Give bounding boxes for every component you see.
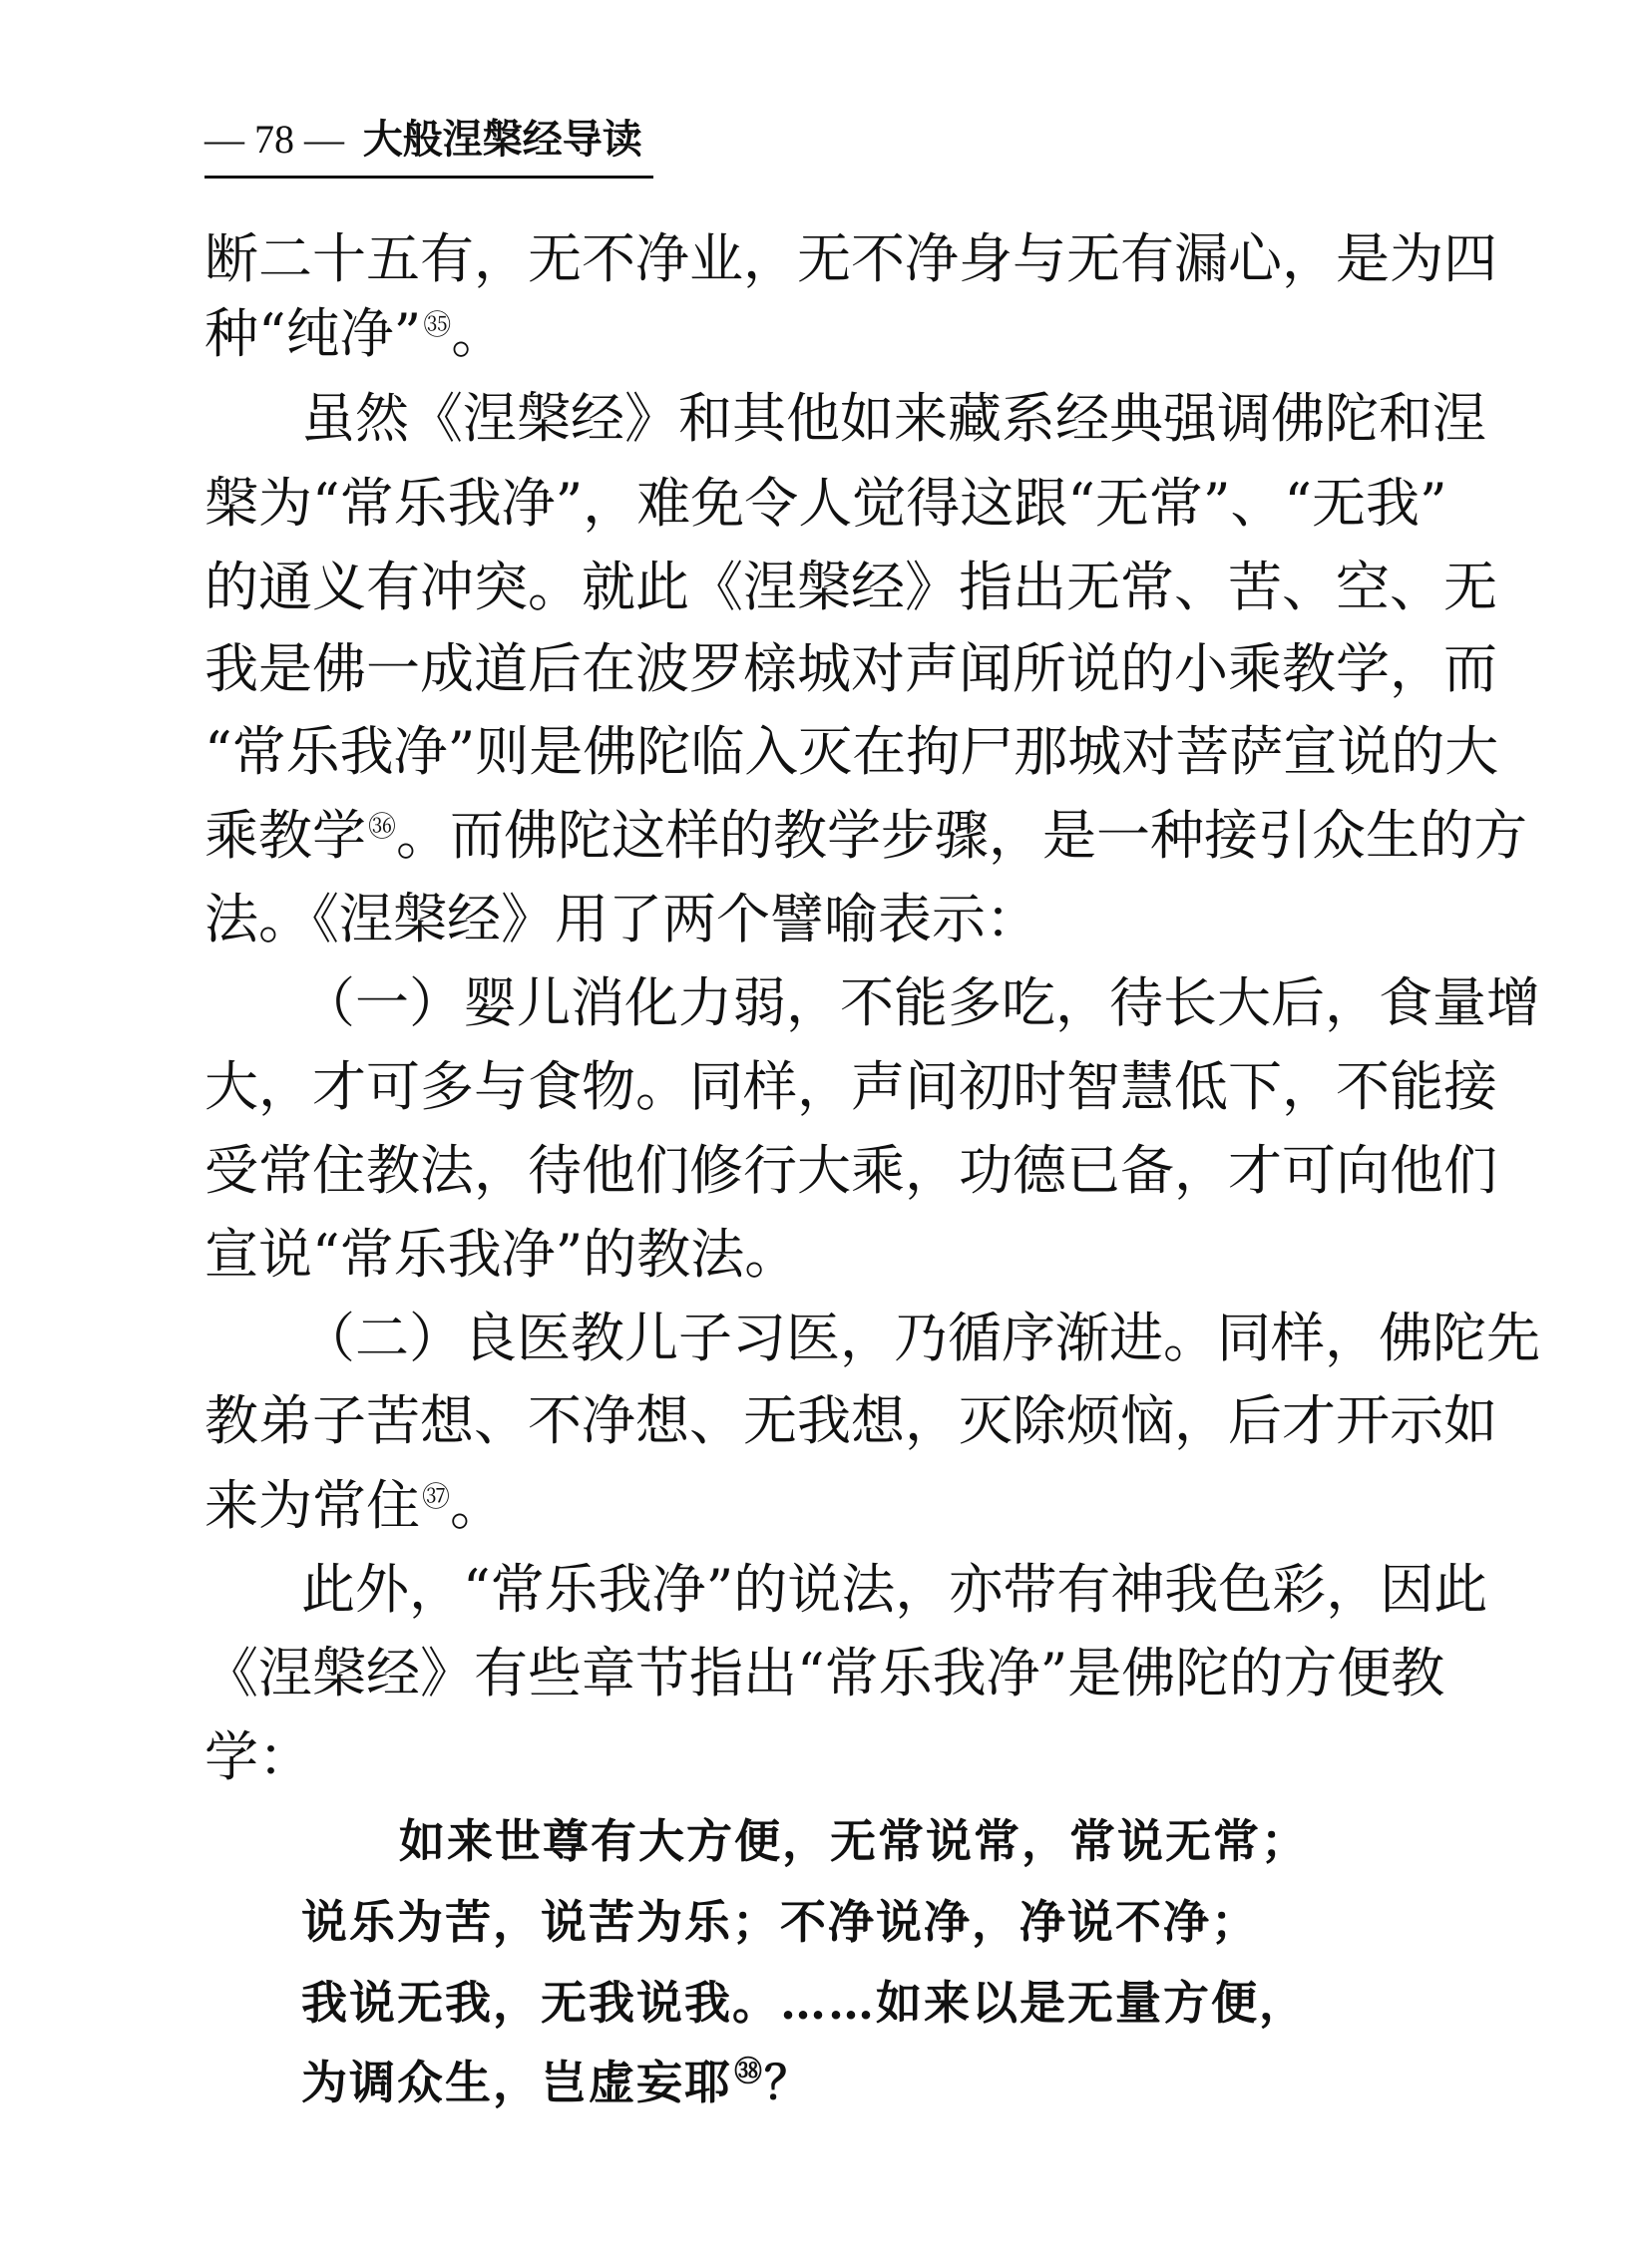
footnote-ref: ㉟ <box>423 308 452 341</box>
text-line: 《涅槃经》有些章节指出“常乐我净”是佛陀的方便教 <box>204 1642 1445 1704</box>
page-number: — 78 — <box>204 117 344 162</box>
text-run: 。 <box>450 1474 505 1537</box>
text-line <box>204 1470 1424 1542</box>
text-line: 的通义有冲突。就此《涅槃经》指出无常、苦、空、无 <box>204 556 1497 618</box>
text-run: 。 <box>451 302 506 365</box>
quote-line: 如来世尊有大方便，无常说常，常说无常； <box>399 1814 1309 1868</box>
footnote-ref: ㊱ <box>368 810 397 843</box>
text-line: 宣说“常乐我净”的教法。 <box>204 1223 799 1286</box>
footnote-ref: ㊲ <box>422 1480 451 1513</box>
book-title: 大般涅槃经导读 <box>362 116 642 163</box>
text-line: 断二十五有，无不净业，无不净身与无有漏心，是为四 <box>204 227 1497 290</box>
text-run: 乘教学 <box>204 804 366 867</box>
running-header <box>204 110 653 179</box>
quote-line: 我说无我，无我说我。……如来以是无量方便， <box>301 1976 1307 2030</box>
text-line: 法。《涅槃经》用了两个譬喻表示： <box>204 888 1039 950</box>
text-line <box>204 800 1528 872</box>
text-line: 学： <box>204 1725 312 1788</box>
text-line: “常乐我净”则是佛陀临入灭在拘尸那城对菩萨宣说的大 <box>204 720 1499 783</box>
text-line: 大，才可多与食物。同样，声间初时智慧低下，不能接 <box>204 1055 1497 1118</box>
quote-line: 说乐为苦，说苦为乐；不净说净，净说不净； <box>301 1895 1259 1949</box>
text-line <box>204 298 1424 370</box>
text-line: 虽然《涅槃经》和其他如来藏系经典强调佛陀和涅 <box>301 387 1486 450</box>
footnote-ref: ㊳ <box>734 2055 765 2087</box>
text-line: （一）婴儿消化力弱，不能多吃，待长大后，食量增 <box>301 971 1540 1034</box>
text-run: 为调众生，岂虚妄耶 <box>301 2056 732 2109</box>
text-run: 。而佛陀这样的教学步骤，是一种接引众生的方 <box>396 804 1528 867</box>
text-line: 我是佛一成道后在波罗榇城对声闻所说的小乘教学，而 <box>204 637 1497 700</box>
text-run: 来为常住 <box>204 1474 420 1537</box>
text-run: 种“纯净” <box>204 302 422 365</box>
quote-line <box>301 2053 1321 2112</box>
text-line: （二）良医教儿子习医，乃循序渐进。同样，佛陀先 <box>301 1307 1540 1369</box>
text-line: 槃为“常乐我净”，难免令人觉得这跟“无常”、“无我” <box>204 472 1447 535</box>
text-line: 受常住教法，待他们修行大乘，功德已备，才可向他们 <box>204 1139 1497 1202</box>
text-line: 教弟子苦想、不净想、无我想，灭除烦恼，后才开示如 <box>204 1389 1497 1452</box>
text-line: 此外，“常乐我净”的说法，亦带有神我色彩，因此 <box>301 1558 1488 1621</box>
text-run: ？ <box>764 2056 813 2109</box>
